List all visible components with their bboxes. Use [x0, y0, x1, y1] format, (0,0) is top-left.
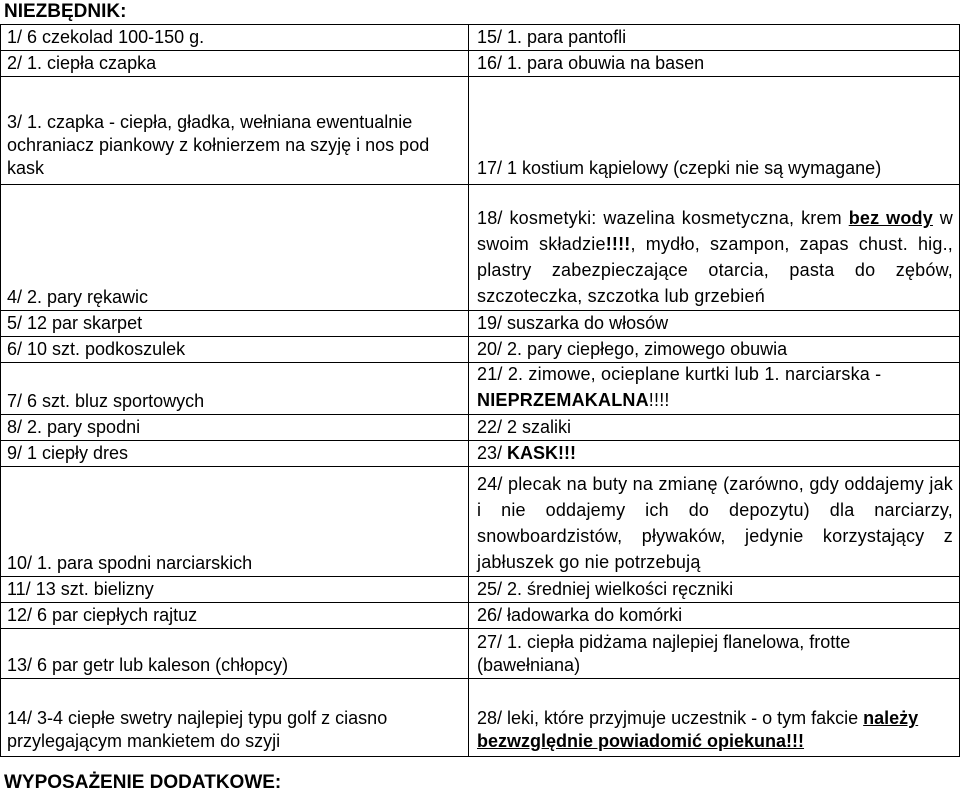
item-2: 2/ 1. ciepła czapka	[1, 51, 469, 77]
item-28-text: 28/ leki, które przyjmuje uczestnik - o tym fakcie należy bezwzględnie powiadomić opiekuna!!!	[477, 708, 919, 751]
emphasis-exclamation: !!!!	[605, 234, 631, 254]
table-row	[1, 311, 960, 337]
item-12: 12/ 6 par ciepłych rajtuz	[1, 603, 469, 629]
item-5: 5/ 12 par skarpet	[1, 311, 469, 337]
item-22: 22/ 2 szaliki	[469, 415, 960, 441]
table-row	[1, 467, 960, 577]
table-row	[1, 415, 960, 441]
emphasis-nieprzemakalna: NIEPRZEMAKALNA	[477, 390, 649, 410]
heading-niezbednik: NIEZBĘDNIK:	[4, 1, 127, 22]
item-21	[469, 363, 960, 415]
item-8: 8/ 2. pary spodni	[1, 415, 469, 441]
item-17: 17/ 1 kostium kąpielowy (czepki nie są wymagane)	[469, 77, 960, 185]
item-24: 24/ plecak na buty na zmianę (zarówno, gdy oddajemy jak i nie oddajemy ich do depozytu) dla narciarzy, snowboardzistów, pływaków, jedynie korzystający z jabłuszek go nie potrzebują	[469, 467, 960, 577]
item-21-text: 21/ 2. zimowe, ocieplane kurtki lub 1. narciarska - NIEPRZEMAKALNA!!!!	[477, 364, 882, 410]
item-6: 6/ 10 szt. podkoszulek	[1, 337, 469, 363]
table-row	[1, 679, 960, 757]
item-3: 3/ 1. czapka - ciepła, gładka, wełniana ewentualnie ochraniacz piankowy z kołnierzem na szyję i nos pod kask	[1, 77, 469, 185]
table-row	[1, 577, 960, 603]
item-13: 13/ 6 par getr lub kaleson (chłopcy)	[1, 629, 469, 679]
item-7: 7/ 6 szt. bluz sportowych	[1, 363, 469, 415]
item-11: 11/ 13 szt. bielizny	[1, 577, 469, 603]
table-row	[1, 441, 960, 467]
item-23	[469, 441, 960, 467]
item-19: 19/ suszarka do włosów	[469, 311, 960, 337]
table-row	[1, 363, 960, 415]
table-row	[1, 603, 960, 629]
item-4: 4/ 2. pary rękawic	[1, 185, 469, 311]
table-row	[1, 25, 960, 51]
emphasis-nalezy-powiadomic: należy bezwzględnie powiadomić opiekuna!!!	[477, 708, 919, 751]
emphasis-bez-wody: bez wody	[848, 208, 933, 228]
item-27: 27/ 1. ciepła pidżama najlepiej flanelowa, frotte (bawełniana)	[469, 629, 960, 679]
checklist-table	[0, 24, 960, 757]
item-25: 25/ 2. średniej wielkości ręczniki	[469, 577, 960, 603]
item-23-text: 23/ KASK!!!	[477, 443, 577, 463]
item-18-text: 18/ kosmetyki: wazelina kosmetyczna, krem bez wody w swoim składzie!!!!, mydło, szampon, zapas chust. hig., plastry zabezpieczające otarcia, pasta do zębów, szczoteczka, szczotka lub grzebień	[477, 208, 953, 306]
item-14: 14/ 3-4 ciepłe swetry najlepiej typu golf z ciasno przylegającym mankietem do szyji	[1, 679, 469, 757]
table-row	[1, 337, 960, 363]
table-row	[1, 77, 960, 185]
item-15: 15/ 1. para pantofli	[469, 25, 960, 51]
item-20: 20/ 2. pary ciepłego, zimowego obuwia	[469, 337, 960, 363]
item-9: 9/ 1 ciepły dres	[1, 441, 469, 467]
table-row	[1, 185, 960, 311]
table-row	[1, 51, 960, 77]
item-28	[469, 679, 960, 757]
item-18	[469, 185, 960, 311]
heading-wyposazenie-dodatkowe: WYPOSAŻENIE DODATKOWE:	[4, 772, 282, 793]
table-row	[1, 629, 960, 679]
item-16: 16/ 1. para obuwia na basen	[469, 51, 960, 77]
item-10: 10/ 1. para spodni narciarskich	[1, 467, 469, 577]
emphasis-kask: KASK!!!	[507, 443, 577, 463]
item-1: 1/ 6 czekolad 100-150 g.	[1, 25, 469, 51]
item-26: 26/ ładowarka do komórki	[469, 603, 960, 629]
